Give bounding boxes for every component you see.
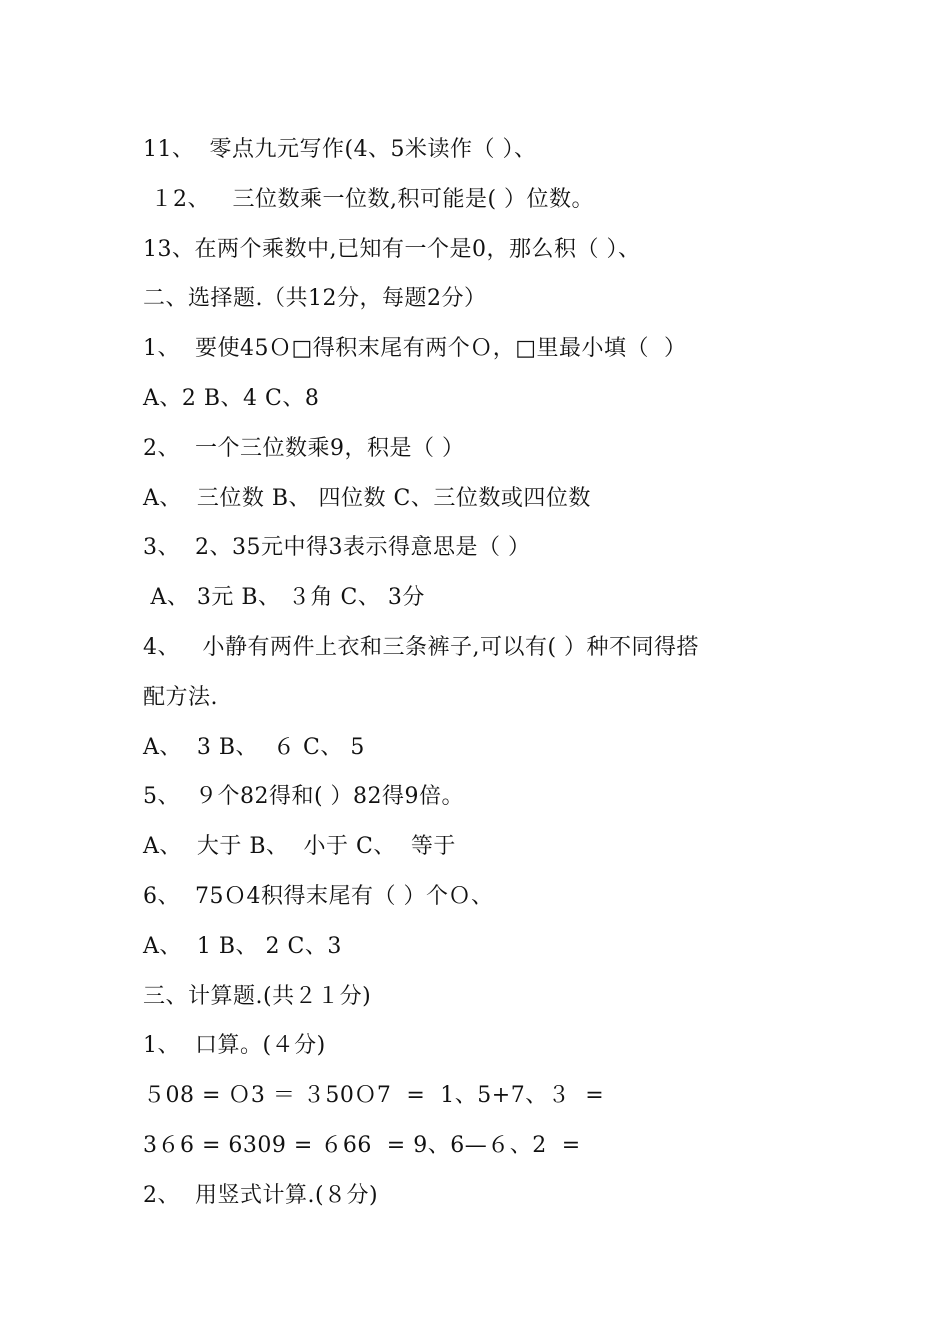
calc-question-2: 2、 用竖式计算.(８分) xyxy=(143,1182,379,1208)
section-calculation-heading: 三、计算题.(共２１分) xyxy=(143,983,372,1009)
document-body xyxy=(143,128,833,1224)
choice-question-4-continued: 配方法. xyxy=(143,684,218,710)
choice-question-3: 3、 2、35元中得3表示得意思是（ ） xyxy=(143,535,531,561)
choice-question-1-options: A、2 B、4 C、8 xyxy=(143,385,320,411)
choice-question-3-options: A、 3元 B、 ３角 C、 3分 xyxy=(143,585,425,611)
question-11: 11、 零点九元写作(4、5米读作（ ）、 xyxy=(143,137,537,162)
choice-question-4-options: A、 3 B、 ６ C、 5 xyxy=(143,734,365,760)
choice-question-2: 2、 一个三位数乘9，积是（ ） xyxy=(143,435,465,461)
section-choice-heading: 二、选择题.（共12分，每题2分） xyxy=(143,286,487,312)
choice-question-4: 4、 小静有两件上衣和三条裤子,可以有( ）种不同得搭 xyxy=(143,634,700,660)
choice-question-6-options: A、 1 B、 2 C、3 xyxy=(143,933,342,959)
choice-question-1: 1、 要使45Ｏ□得积末尾有两个Ｏ，□里最小填（ ） xyxy=(143,336,687,362)
choice-question-5: 5、 ９个82得和( ）82得9倍。 xyxy=(143,784,465,810)
choice-question-6: 6、 75Ｏ4积得末尾有（ ）个Ｏ、 xyxy=(143,883,494,909)
question-13: 13、在两个乘数中,已知有一个是0，那么积（ ）、 xyxy=(143,236,641,262)
choice-question-5-options: A、 大于 B、 小于 C、 等于 xyxy=(143,834,456,860)
choice-question-2-options: A、 三位数 B、 四位数 C、三位数或四位数 xyxy=(143,485,591,511)
mental-math-row-1: ５08 = Ｏ3 ＝ ３50Ｏ7 = 1、5+7、３ = xyxy=(143,1083,605,1109)
mental-math-row-2: 3６6 = 6309 = ６66 = 9、6—６、2 = xyxy=(143,1132,581,1158)
question-12: １2、 三位数乘一位数,积可能是( ）位数。 xyxy=(143,186,595,212)
calc-question-1: 1、 口算。(４分) xyxy=(143,1033,326,1059)
